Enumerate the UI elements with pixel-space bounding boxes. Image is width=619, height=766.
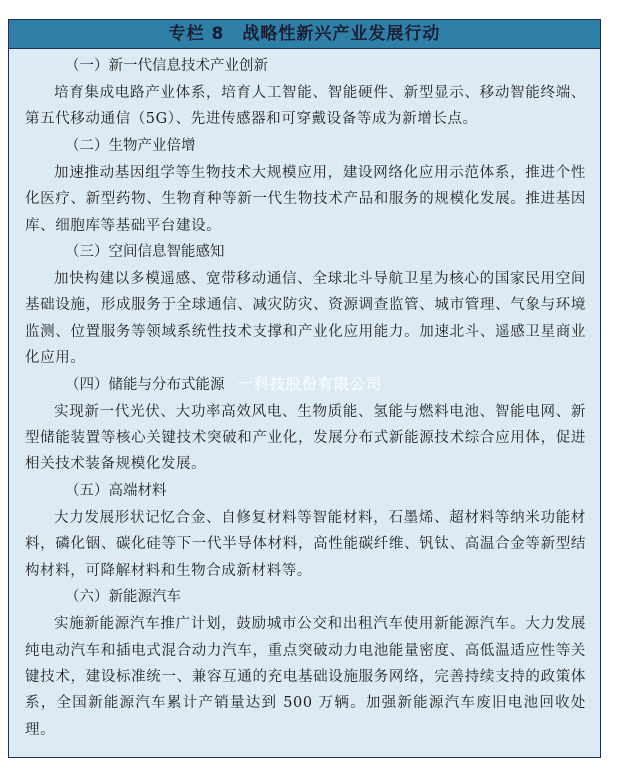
section-body-4: 实现新一代光伏、大功率高效风电、生物质能、氢能与燃料电池、智能电网、新型储能装置等核心关键技术突破和产业化，发展分布式新能源技术综合应用体，促进相关技术装备规模化发展。 — [25, 403, 586, 473]
column-title: 战略性新兴产业发展行动 — [242, 24, 441, 44]
section-heading-1: （一）新一代信息技术产业创新 — [65, 58, 268, 74]
section-body-5: 大力发展形状记忆合金、自修复材料等智能材料，石墨烯、超材料等纳米功能材料，磷化铟、碳化硅等下一代半导体材料，高性能碳纤维、钒钛、高温合金等新型结构材料，可降解材料和生物合成新材料等。 — [25, 509, 586, 579]
section-heading-3: （三）空间信息智能感知 — [65, 244, 225, 261]
section-body-1: 培育集成电路产业体系，培育人工智能、智能硬件、新型显示、移动智能终端、第五代移动通信（5G）、先进传感器和可穿戴设备等成为新增长点。 — [25, 85, 586, 128]
column-title-bar — [9, 20, 600, 49]
section-heading-4: （四）储能与分布式能源 — [65, 376, 225, 393]
section-body-2: 加速推动基因组学等生物技术大规模应用，建设网络化应用示范体系，推进个性化医疗、新型药物、生物育种等新一代生物技术产品和服务的规模化发展。推进基因库、细胞库等基础平台建设。 — [25, 164, 586, 234]
section-heading-2: （二）生物产业倍增 — [65, 137, 196, 154]
watermark: 一科技股份有限公司 — [238, 375, 383, 393]
column-content — [9, 49, 600, 743]
column-number: 专栏 8 — [168, 24, 225, 44]
section-heading-6: （六）新能源汽车 — [65, 589, 181, 606]
section-heading-5: （五）高端材料 — [65, 482, 167, 499]
section-body-3: 加快构建以多模遥感、宽带移动通信、全球北斗导航卫星为核心的国家民用空间基础设施，形成服务于全球通信、减灾防灾、资源调查监管、城市管理、气象与环境监测、位置服务等领域系统性技术支撑和产业化应用能力。加速北斗、遥感卫星商业化应用。 — [25, 271, 586, 367]
section-body-6: 实施新能源汽车推广计划，鼓励城市公交和出租汽车使用新能源汽车。大力发展纯电动汽车和插电式混合动力汽车，重点突破动力电池能量密度、高低温适应性等关键技术，建设标准统一、兼容互通的充电基础设施服务网络，完善持续支持的政策体系，全国新能源汽车累计产销量达到 500 万辆。加强新能源汽车废旧电池回收处理。 — [25, 616, 586, 738]
column-box — [8, 19, 601, 758]
